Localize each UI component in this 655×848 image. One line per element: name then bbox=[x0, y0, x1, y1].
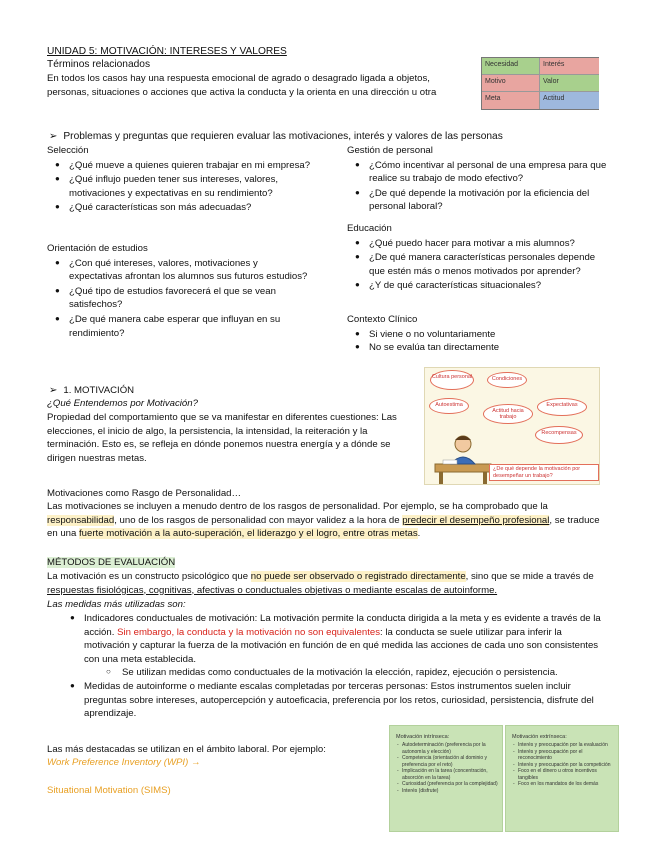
clinico-title: Contexto Clínico bbox=[347, 314, 418, 325]
highlight-fuerte: fuerte motivación a la auto-superación, el liderazgo y el logro, entre otras metas bbox=[79, 528, 418, 540]
list-item: - Interés (disfrute) bbox=[396, 788, 498, 795]
list-item: ● ¿Qué características son más adecuadas? bbox=[47, 201, 312, 215]
motivacion-heading: ➢ 1. MOTIVACIÓN bbox=[49, 385, 135, 396]
figure-bubble: Condiciones bbox=[487, 372, 527, 388]
list-item: - Interés y preocupación por la evaluación bbox=[512, 742, 614, 749]
list-item: ● ¿De qué manera cabe esperar que influyan en su rendimiento? bbox=[47, 313, 312, 340]
term-actitud: Actitud bbox=[540, 92, 599, 109]
orientacion-section bbox=[47, 242, 312, 340]
list-item: ● Si viene o no voluntariamente bbox=[347, 328, 609, 342]
educacion-title: Educación bbox=[347, 223, 392, 234]
term-motivo: Motivo bbox=[482, 75, 540, 92]
clinico-section bbox=[347, 313, 609, 355]
motivacion-definition: Propiedad del comportamiento que se va manifestar en diferentes cuestiones: Las elecciones, el inicio de algo, la persistencia, la intensidad, la reiteración y la terminación. Esto es, se refleja en dónde ponemos nuestra energía y a dónde se dirigen nuestras metas. bbox=[47, 412, 397, 464]
list-item: - Competencia (orientación al dominio y preferencia por el reto) bbox=[396, 755, 498, 768]
intro-paragraph: En todos los casos hay una respuesta emocional de agrado o desagrado ligada a objetos, personas, situaciones o acciones que activa la conducta y la orienta en una dirección u otra bbox=[47, 73, 437, 98]
list-item: - Implicación en la tarea (concentración, absorción en la tarea) bbox=[396, 768, 498, 781]
wpi-extrinsic-title: Motivación extrínseca: bbox=[512, 734, 567, 740]
highlight-responsabilidad: responsabilidad bbox=[47, 514, 115, 526]
seleccion-section bbox=[47, 144, 312, 215]
term-necesidad: Necesidad bbox=[482, 58, 540, 75]
list-item: ● ¿Qué puedo hacer para motivar a mis alumnos? bbox=[347, 237, 609, 251]
figure-caption: ¿De qué depende la motivación por desempeñar un trabajo? bbox=[489, 464, 599, 481]
gestion-title: Gestión de personal bbox=[347, 145, 433, 156]
laboral-intro: Las más destacadas se utilizan en el ámbito laboral. Por ejemplo: bbox=[47, 744, 326, 755]
gestion-section bbox=[347, 144, 609, 214]
list-item: ● Indicadores conductuales de motivación: La motivación permite la conducta dirigida a la meta y es evidente a través de la acción. Sin embargo, la conducta y la motivación no son equivalentes: la conducta se suele utilizar para inferir la motivación y capturar la fuerza de la motivación en función de en qué medida las acciones de cada uno son consistentes con una meta establecida. ○ Se utilizan medidas como conductuales de la motivación la elección, rapidez, ejecución o persistencia. bbox=[62, 612, 610, 680]
list-item: - Foco en el dinero u otros incentivos tangibles bbox=[512, 768, 614, 781]
rasgo-title: Motivaciones como Rasgo de Personalidad… bbox=[47, 488, 242, 499]
wpi-intrinsic-box bbox=[389, 725, 503, 832]
measures-label: Las medidas más utilizadas son: bbox=[47, 599, 186, 610]
red-text: Sin embargo, la conducta y la motivación no son equivalentes bbox=[117, 626, 380, 638]
list-item: - Autodeterminación (preferencia por la autonomía y elección) bbox=[396, 742, 498, 755]
unit-title: UNIDAD 5: MOTIVACIÓN: INTERESES Y VALORES bbox=[47, 46, 287, 57]
measures-list bbox=[62, 612, 610, 721]
orientacion-title: Orientación de estudios bbox=[47, 243, 148, 254]
list-item: ● No se evalúa tan directamente bbox=[347, 341, 609, 355]
wpi-extrinsic-box bbox=[505, 725, 619, 832]
highlight-no-puede: no puede ser observado o registrado directamente bbox=[250, 571, 466, 582]
list-item: - Curiosidad (preferencia por la complejidad) bbox=[396, 781, 498, 788]
sims-label: Situational Motivation (SIMS) bbox=[47, 785, 171, 796]
list-item: ● ¿De qué manera características personales depende que estén más o menos motivados por aprender? bbox=[347, 251, 609, 278]
problems-heading: ➢ Problemas y preguntas que requieren evaluar las motivaciones, interés y valores de las personas bbox=[49, 131, 503, 142]
term-meta: Meta bbox=[482, 92, 540, 109]
wpi-intrinsic-title: Motivación intrínseca: bbox=[396, 734, 450, 740]
list-item: ● ¿Qué influjo pueden tener sus intereses, valores, motivaciones y expectativas en su rendimiento? bbox=[47, 173, 312, 200]
list-item: - Foco en los mandatos de los demás bbox=[512, 781, 614, 788]
underline-respuestas: respuestas fisiológicas, cognitivas, afectivas o conductuales objetivas o mediante escalas de autoinforme. bbox=[47, 584, 498, 596]
metodos-title: MÉTODOS DE EVALUACIÓN bbox=[47, 557, 176, 568]
figure-bubble: Autoestima bbox=[429, 398, 469, 414]
list-item: ● ¿Con qué intereses, valores, motivaciones y expectativas afrontan los alumnos sus futuros estudios? bbox=[47, 257, 312, 284]
rasgo-paragraph: Las motivaciones se incluyen a menudo dentro de los rasgos de personalidad. Por ejemplo, se ha comprobado que la responsabilidad, uno de los rasgos de personalidad con mayor validez a la hora de predecir el desempeño profesional, se traduce en una fuerte motivación a la auto-superación, el liderazgo y el logro, entre otras metas. bbox=[47, 501, 600, 540]
highlight-predecir: predecir el desempeño profesional bbox=[402, 514, 550, 526]
terms-table bbox=[481, 57, 599, 110]
metodos-paragraph: La motivación es un constructo psicológico que no puede ser observado o registrado directamente, sino que se mide a través de respuestas fisiológicas, cognitivas, afectivas o conductuales objetivas o mediante escalas de autoinforme. bbox=[47, 571, 594, 596]
wpi-link: Work Preference Inventory (WPI) → bbox=[47, 757, 201, 768]
person-desk-drawing bbox=[433, 430, 493, 484]
list-item: ● ¿De qué depende la motivación por la eficiencia del personal laboral? bbox=[347, 187, 609, 214]
sub-item: ○ Se utilizan medidas como conductuales de la motivación la elección, rapidez, ejecución o persistencia. bbox=[106, 667, 558, 679]
arrow-icon: ➢ bbox=[49, 385, 58, 396]
figure-bubble: Actitud hacia trabajo bbox=[483, 404, 533, 424]
list-item: ● ¿Qué tipo de estudios favorecerá el que se vean satisfechos? bbox=[47, 285, 312, 312]
seleccion-title: Selección bbox=[47, 145, 89, 156]
educacion-section bbox=[347, 222, 609, 293]
list-item: ● ¿Cómo incentivar al personal de una empresa para que realice su trabajo de modo efectivo? bbox=[347, 159, 609, 186]
motivation-illustration bbox=[424, 367, 600, 485]
terms-title: Términos relacionados bbox=[47, 59, 151, 70]
list-item: - Interés y preocupación por la competición bbox=[512, 762, 614, 769]
circle-bullet-icon: ○ bbox=[106, 667, 111, 677]
figure-bubble: Expectativas bbox=[537, 398, 587, 416]
arrow-icon: ➢ bbox=[49, 131, 58, 142]
list-item: ● ¿Y de qué características situacionales? bbox=[347, 279, 609, 293]
term-valor: Valor bbox=[540, 75, 599, 92]
term-interes: Interés bbox=[540, 58, 599, 75]
figure-bubble: Cultura personal bbox=[430, 370, 474, 390]
list-item: ● Medidas de autoinforme o mediante escalas completadas por terceras personas: Estos instrumentos suelen incluir preguntas sobre intereses, autopercepción y autoeficacia, preferencia por los retos, curiosidad, persistencia, disfrute del aprendizaje. bbox=[62, 680, 610, 721]
figure-bubble: Recompensas bbox=[535, 426, 583, 444]
motivacion-question: ¿Qué Entendemos por Motivación? bbox=[47, 398, 198, 409]
list-item: ● ¿Qué mueve a quienes quieren trabajar en mi empresa? bbox=[47, 159, 312, 173]
list-item: - Interés y preocupación por el reconocimiento bbox=[512, 749, 614, 762]
